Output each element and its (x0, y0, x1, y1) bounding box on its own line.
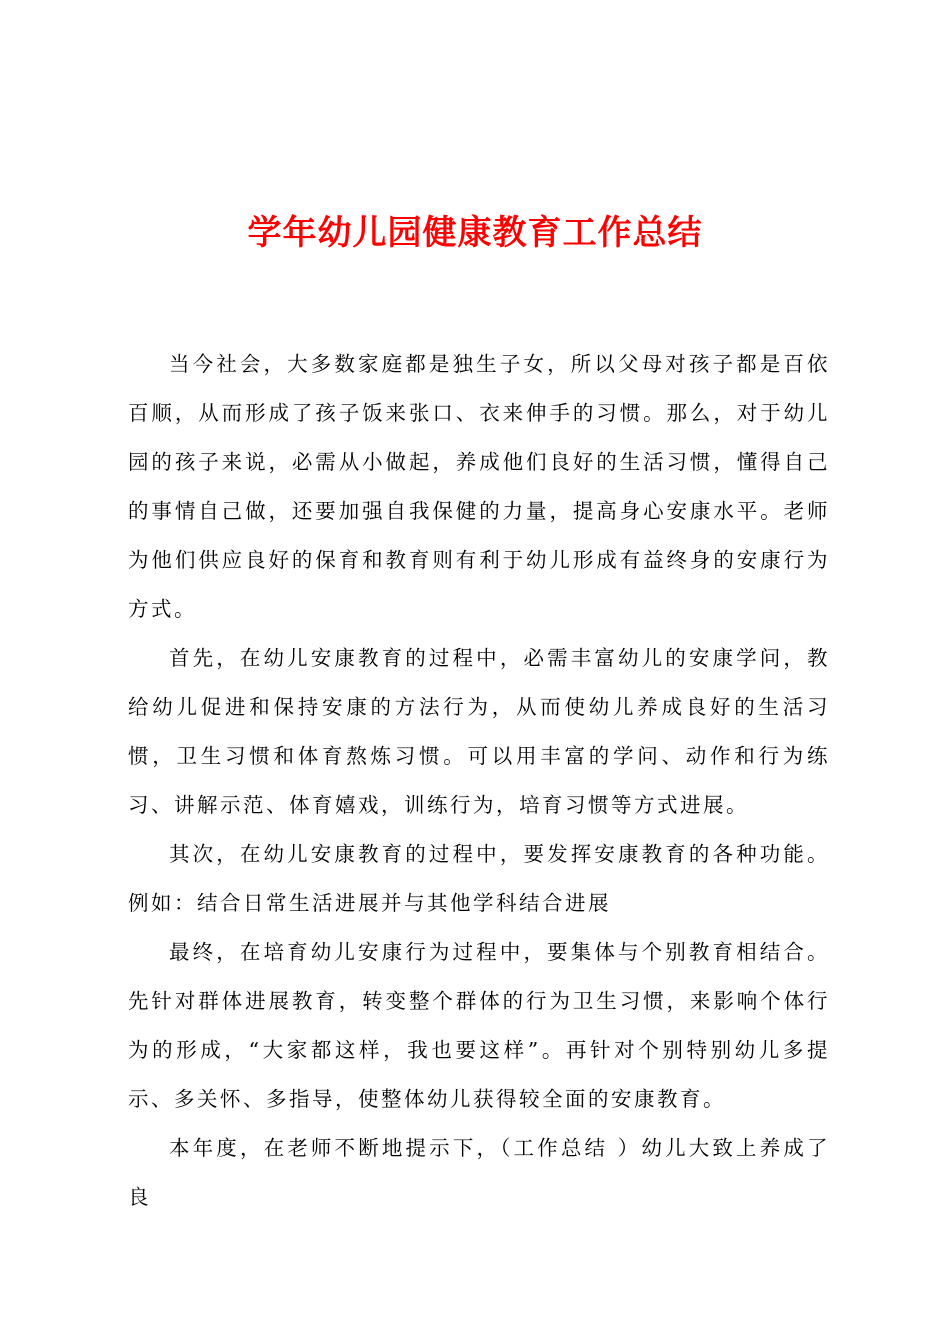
document-title: 学年幼儿园健康教育工作总结 (247, 213, 703, 253)
paragraph-intro: 当今社会，大多数家庭都是独生子女，所以父母对孩子都是百依百顺，从而形成了孩子饭来张口、衣来伸手的习惯。那么，对于幼儿园的孩子来说，必需从小做起，养成他们良好的生活习惯，懂得自己的事情自己做，还要加强自我保健的力量，提高身心安康水平。老师为他们供应良好的保育和教育则有利于幼儿形成有益终身的安康行为方式。 (128, 352, 830, 621)
document-body (128, 340, 830, 1222)
paragraph-second: 其次，在幼儿安康教育的过程中，要发挥安康教育的各种功能。例如：结合日常生活进展并与其他学科结合进展 (128, 842, 830, 915)
paragraph-this-year: 本年度，在老师不断地提示下，（工作总结 ）幼儿大致上养成了良 (128, 1136, 830, 1209)
paragraph-first: 首先，在幼儿安康教育的过程中，必需丰富幼儿的安康学问，教给幼儿促进和保持安康的方法行为，从而使幼儿养成良好的生活习惯，卫生习惯和体育熬炼习惯。可以用丰富的学问、动作和行为练习、讲解示范、体育嬉戏，训练行为，培育习惯等方式进展。 (128, 646, 830, 817)
paragraph-final: 最终，在培育幼儿安康行为过程中，要集体与个别教育相结合。先针对群体进展教育，转变整个群体的行为卫生习惯，来影响个体行为的形成，“大家都这样，我也要这样”。再针对个别特别幼儿多提示、多关怀、多指导，使整体幼儿获得较全面的安康教育。 (128, 940, 830, 1111)
